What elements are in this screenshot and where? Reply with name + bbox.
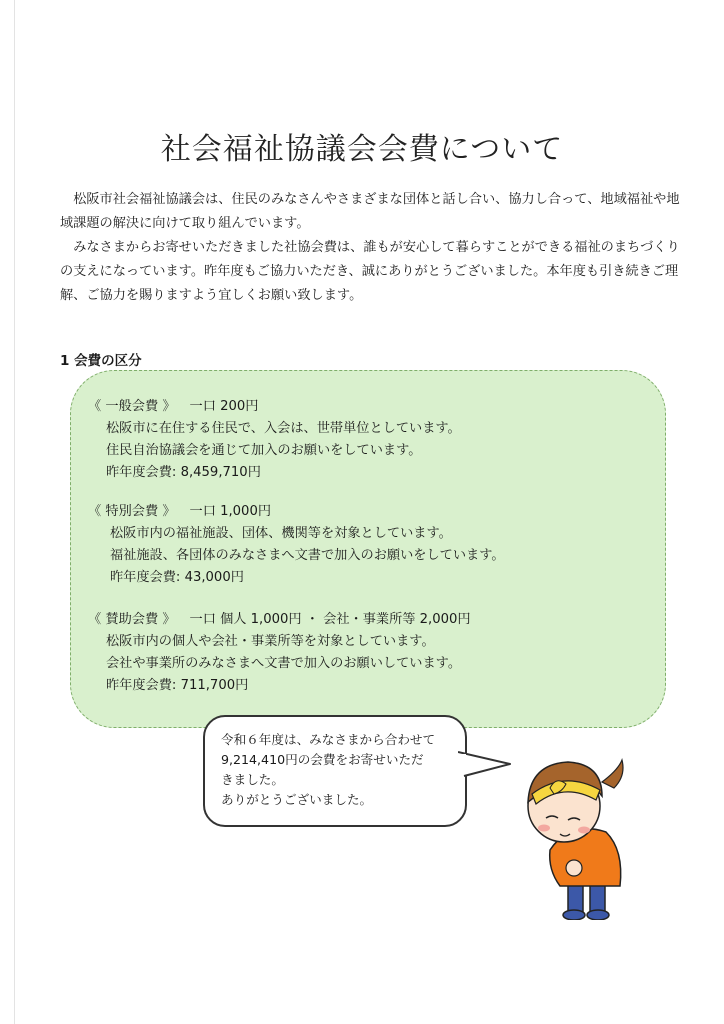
bubble-line: 9,214,410円の会費をお寄せいただ [221,752,424,767]
bubble-line: きました。 [221,772,284,787]
fee-description-line: 松阪市内の福祉施設、団体、機関等を対象としています。 [110,526,452,541]
intro-paragraph-2: みなさまからお寄せいただきました社協会費は、誰もが安心して暮らすことができる福祉のまちづくりの支えになっています。昨年度もご協力いただき、誠にありがとうございました。本年度も引き続きご理解、ご協力を賜りますよう宜しくお願い致します。 [60,240,680,303]
fee-name: 《 賛助会費 》 [88,612,176,627]
fee-price: 一口 個人 1,000円 ・ 会社・事業所等 2,000円 [189,612,471,627]
page-title: 社会福祉協議会会費について [160,132,564,168]
fee-last-year-total: 昨年度会費: 43,000円 [110,570,244,585]
fee-description-line: 福祉施設、各団体のみなさまへ文書で加入のお願いをしています。 [110,548,505,563]
bowing-character-illustration [510,740,634,920]
fee-last-year-total: 昨年度会費: 711,700円 [106,678,249,693]
section-heading-fee-types: 1 会費の区分 [60,353,142,369]
fee-description-line: 住民自治協議会を通じて加入のお願いをしています。 [106,443,422,458]
fee-description-line: 会社や事業所のみなさまへ文書で加入のお願いしています。 [106,656,462,671]
fee-block-general [88,396,461,484]
intro-text [60,188,680,308]
fee-price: 一口 1,000円 [189,504,272,519]
speech-bubble-tail [458,748,518,788]
bubble-line: 令和６年度は、みなさまから合わせて [221,732,436,747]
fee-block-special [88,501,505,589]
fee-name: 《 一般会費 》 [88,399,176,414]
bubble-line: ありがとうございました。 [221,792,373,807]
fee-block-supporting [88,609,471,697]
speech-bubble [203,715,467,827]
fee-price: 一口 200円 [189,399,259,414]
fee-description-line: 松阪市に在住する住民で、入会は、世帯単位としています。 [106,421,461,436]
intro-paragraph-1: 松阪市社会福祉協議会は、住民のみなさんやさまざまな団体と話し合い、協力し合って、地域福祉や地域課題の解決に向けて取り組んでいます。 [60,192,680,231]
fee-last-year-total: 昨年度会費: 8,459,710円 [106,465,261,480]
fee-name: 《 特別会費 》 [88,504,176,519]
fee-description-line: 松阪市内の個人や会社・事業所等を対象としています。 [106,634,435,649]
